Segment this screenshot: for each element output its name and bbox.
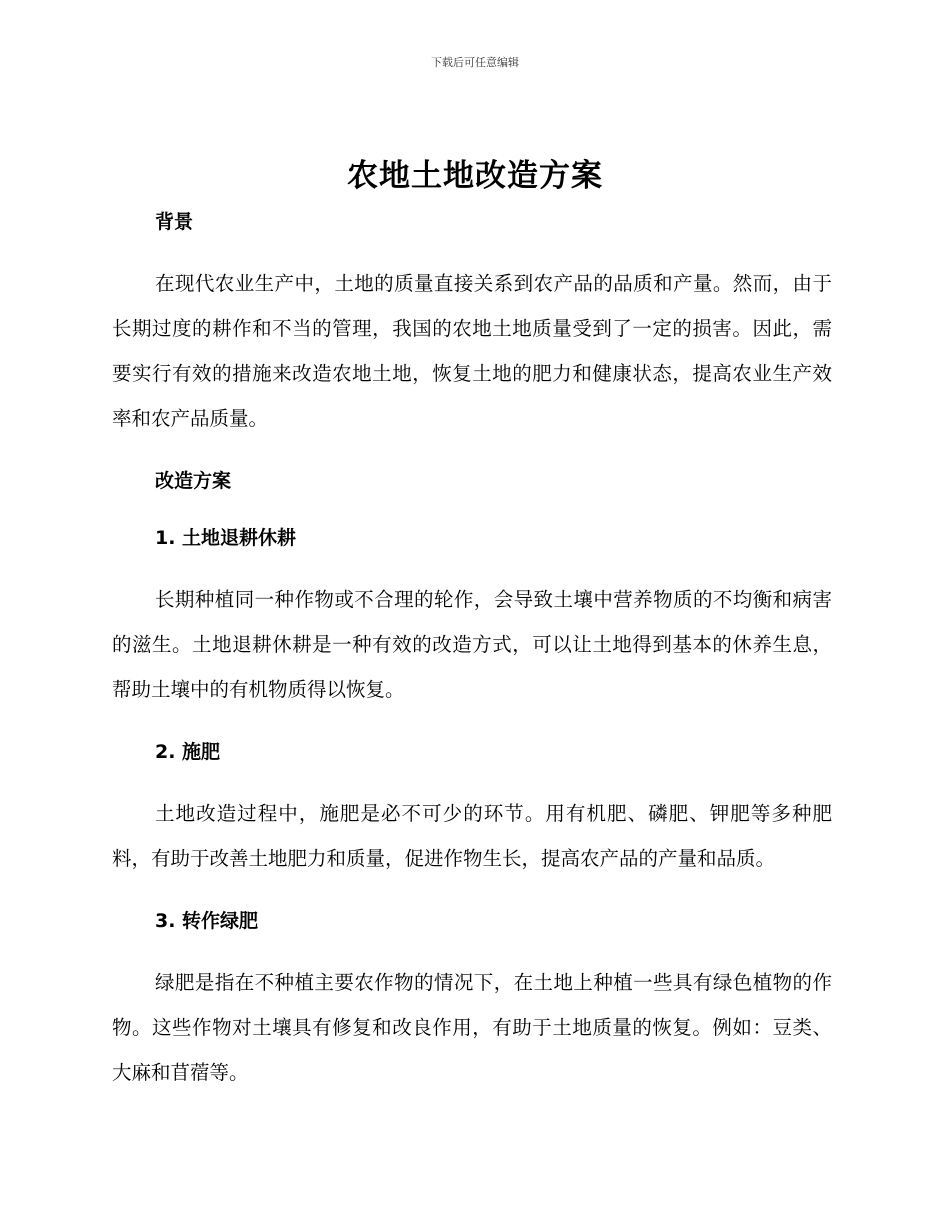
paragraph-fertilize: 土地改造过程中，施肥是必不可少的环节。用有机肥、磷肥、钾肥等多种肥料，有助于改善土地肥力和质量，促进作物生长，提高农产品的产量和品质。 (112, 802, 832, 870)
paragraph-fallow: 长期种植同一种作物或不合理的轮作，会导致土壤中营养物质的不均衡和病害的滋生。土地退耕休耕是一种有效的改造方式，可以让土地得到基本的休养生息，帮助土壤中的有机物质得以恢复。 (112, 588, 832, 701)
document-body (112, 204, 832, 1095)
paragraph-green-manure: 绿肥是指在不种植主要农作物的情况下，在土地上种植一些具有绿色植物的作物。这些作物对土壤具有修复和改良作用，有助于土地质量的恢复。例如：豆类、大麻和苜蓿等。 (112, 971, 832, 1084)
section-heading-fertilize: 2. 施肥 (155, 741, 221, 763)
header-note: 下载后可任意编辑 (431, 56, 519, 69)
section-heading-plan: 改造方案 (155, 470, 232, 492)
paragraph-background: 在现代农业生产中，土地的质量直接关系到农产品的品质和产量。然而，由于长期过度的耕作和不当的管理，我国的农地土地质量受到了一定的损害。因此，需要实行有效的措施来改造农地土地，恢复土地的肥力和健康状态，提高农业生产效率和农产品质量。 (112, 272, 832, 430)
document-title: 农地土地改造方案 (347, 158, 603, 194)
section-heading-fallow: 1. 土地退耕休耕 (155, 527, 297, 549)
section-heading-green-manure: 3. 转作绿肥 (155, 910, 259, 932)
section-heading-background: 背景 (155, 211, 194, 233)
